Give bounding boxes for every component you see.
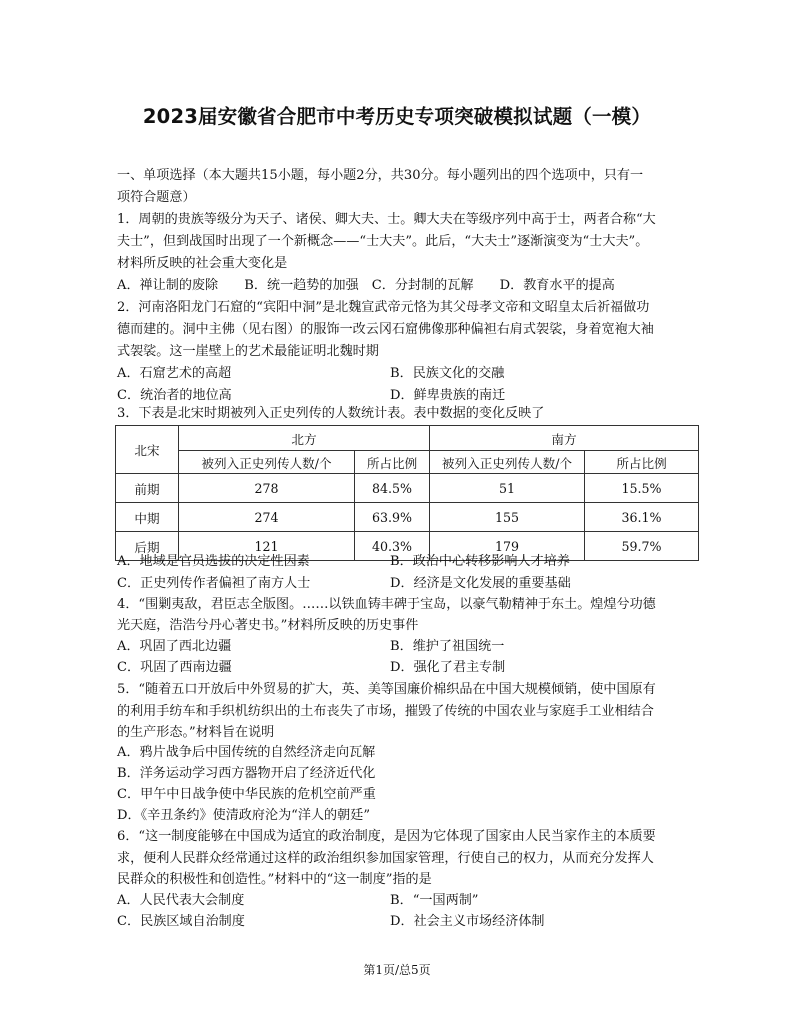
q5-stem-line-3: 的生产形态。”材料旨在说明 xyxy=(117,725,275,740)
page-footer: 第1页/总5页 xyxy=(363,963,431,977)
table-header-south: 南方 xyxy=(430,426,699,451)
q2-stem-line-1: 2．河南洛阳龙门石窟的“宾阳中洞”是北魏宣武帝元恪为其父母孝文帝和文昭皇太后祈福做功 xyxy=(117,300,650,315)
q6-option-b: B．“一国两制” xyxy=(390,893,479,908)
table-cell-period: 前期 xyxy=(116,474,179,503)
table-subheader-south-count: 被列入正史列传人数/个 xyxy=(430,451,585,474)
q1-stem-line-1: 1．周朝的贵族等级分为天子、诸侯、卿大夫、士。卿大夫在等级序列中高于士，两者合称“大 xyxy=(117,212,656,227)
q6-option-d: D．社会主义市场经济体制 xyxy=(390,914,545,929)
table-cell-north-count: 121 xyxy=(179,532,355,561)
q6-option-a: A．人民代表大会制度 xyxy=(117,893,245,908)
table-subheader-north-ratio: 所占比例 xyxy=(355,451,430,474)
q2-option-a: A．石窟艺术的高超 xyxy=(117,366,232,381)
table-cell-south-ratio: 15.5% xyxy=(585,474,699,503)
table-cell-south-ratio: 59.7% xyxy=(585,532,699,561)
q6-stem-line-3: 民群众的积极性和创造性。”材料中的“这一制度”指的是 xyxy=(117,872,432,887)
q6-stem-line-2: 求，便利人民群众经常通过这样的政治组织参加国家管理，行使自己的权力，从而充分发挥人 xyxy=(117,851,654,866)
table-cell-period: 后期 xyxy=(116,532,179,561)
q3-option-a: A．地域是官员选拔的决定性因素 xyxy=(117,554,310,569)
q4-option-a: A．巩固了西北边疆 xyxy=(117,639,232,654)
q2-stem-line-2: 德而建的。洞中主佛（见右图）的服饰一改云冈石窟佛像那种偏袒右肩式袈裟，身着宽袍大袖 xyxy=(117,322,654,337)
q4-stem-line-1: 4．“围剿夷敌，君臣志全版图。……以铁血铸丰碑于宝岛，以豪气勒精神于东土。煌煌兮功德 xyxy=(117,597,656,612)
table-subheader-row xyxy=(116,451,699,474)
table-cell-south-count: 179 xyxy=(430,532,585,561)
table-cell-north-ratio: 84.5% xyxy=(355,474,430,503)
table-cell-north-ratio: 63.9% xyxy=(355,503,430,532)
q1-stem-line-3: 材料所反映的社会重大变化是 xyxy=(117,256,288,271)
q2-option-d: D．鲜卑贵族的南迁 xyxy=(390,388,506,403)
table-cell-south-count: 51 xyxy=(430,474,585,503)
q4-option-c: C．巩固了西南边疆 xyxy=(117,660,232,675)
q3-option-b: B．政治中心转移影响人才培养 xyxy=(390,554,570,569)
q1-options: A．禅让制的废除 B．统一趋势的加强 C．分封制的瓦解 D．教育水平的提高 xyxy=(117,278,615,293)
table-corner-cell: 北宋 xyxy=(116,426,179,474)
q5-option-a: A．鸦片战争后中国传统的自然经济走向瓦解 xyxy=(117,745,376,760)
q5-stem-line-2: 的利用手纺车和手织机纺织出的土布丧失了市场，摧毁了传统的中国农业与家庭手工业相结合 xyxy=(117,704,654,719)
table-subheader-north-count: 被列入正史列传人数/个 xyxy=(179,451,355,474)
q4-option-b: B．维护了祖国统一 xyxy=(390,639,505,654)
q2-option-b: B．民族文化的交融 xyxy=(390,366,505,381)
statistics-table xyxy=(115,425,699,561)
q5-option-b: B．洋务运动学习西方器物开启了经济近代化 xyxy=(117,766,376,781)
table-cell-south-count: 155 xyxy=(430,503,585,532)
q5-option-c: C．甲午中日战争使中华民族的危机空前严重 xyxy=(117,787,376,802)
q1-stem-line-2: 夫士”，但到战国时出现了一个新概念——“士大夫”。此后，“大夫士”逐渐演变为“士大夫”。 xyxy=(117,234,649,249)
q5-stem-line-1: 5．“随着五口开放后中外贸易的扩大，英、美等国廉价棉织品在中国大规模倾销，使中国原有 xyxy=(117,682,656,697)
q3-stem-line-1: 3．下表是北宋时期被列入正史列传的人数统计表。表中数据的变化反映了 xyxy=(117,406,545,421)
table-row xyxy=(116,474,699,503)
q6-option-c: C．民族区域自治制度 xyxy=(117,914,245,929)
table-cell-south-ratio: 36.1% xyxy=(585,503,699,532)
q2-option-c: C．统治者的地位高 xyxy=(117,388,232,403)
table-cell-north-count: 278 xyxy=(179,474,355,503)
table-subheader-south-ratio: 所占比例 xyxy=(585,451,699,474)
table-cell-period: 中期 xyxy=(116,503,179,532)
table-cell-north-ratio: 40.3% xyxy=(355,532,430,561)
section-instructions-line-1: 一、单项选择（本大题共15小题，每小题2分，共30分。每小题列出的四个选项中，只有一 xyxy=(117,168,644,183)
table-cell-north-count: 274 xyxy=(179,503,355,532)
table-header-north: 北方 xyxy=(179,426,430,451)
page-title: 2023届安徽省合肥市中考历史专项突破模拟试题（一模） xyxy=(142,105,652,128)
q5-option-d: D．《辛丑条约》使清政府沦为“洋人的朝廷” xyxy=(117,808,371,823)
q4-stem-line-2: 光天庭，浩浩兮丹心著史书。”材料所反映的历史事件 xyxy=(117,618,419,633)
table-row xyxy=(116,503,699,532)
q4-option-d: D．强化了君主专制 xyxy=(390,660,506,675)
section-instructions-line-2: 项符合题意） xyxy=(117,190,196,205)
q2-stem-line-3: 式袈裟。这一崖壁上的艺术最能证明北魏时期 xyxy=(117,344,379,359)
q3-option-c: C．正史列传作者偏袒了南方人士 xyxy=(117,576,311,591)
q3-option-d: D．经济是文化发展的重要基础 xyxy=(390,576,571,591)
table-header-row xyxy=(116,426,699,451)
q6-stem-line-1: 6．“这一制度能够在中国成为适宜的政治制度，是因为它体现了国家由人民当家作主的本质要 xyxy=(117,829,656,844)
